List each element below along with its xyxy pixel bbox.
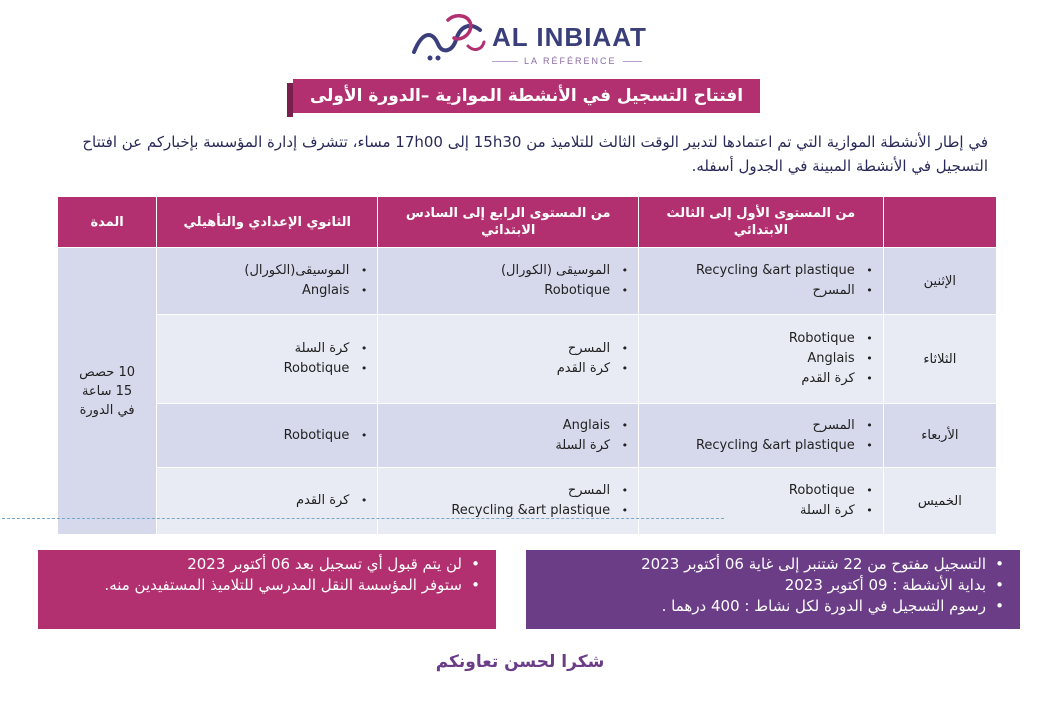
activity-item: • المسرح [384, 481, 610, 501]
header-duration: المدة [58, 197, 157, 248]
header-level-1-3: من المستوى الأول إلى الثالث الابتدائي [639, 197, 884, 248]
activity-item: • Anglais [645, 349, 855, 369]
table-row [58, 468, 997, 535]
logo-brand-text: AL INBIAAT [492, 22, 647, 52]
day-cell: الأربعاء [883, 404, 996, 468]
notes-box [38, 550, 496, 629]
activity-item: • الموسيقى (الكورال) [384, 261, 610, 281]
info-item-registration-period: • التسجيل مفتوح من 22 شتنبر إلى غاية 06 أكتوبر 2023 [534, 554, 986, 575]
activity-item: • Robotique [384, 281, 610, 301]
activities-cell [639, 468, 884, 535]
school-logo [408, 8, 648, 72]
registration-info-box [526, 550, 1020, 629]
activity-item: • كرة السلة [163, 339, 349, 359]
activities-cell [378, 248, 639, 315]
note-item-deadline: • لن يتم قبول أي تسجيل بعد 06 أكتوبر 2023 [46, 554, 462, 575]
activity-item: • Recycling &art plastique [384, 501, 610, 521]
activity-item: • المسرح [384, 339, 610, 359]
activity-item: • كرة القدم [645, 369, 855, 389]
table-row [58, 248, 997, 315]
activity-item: • Recycling &art plastique [645, 261, 855, 281]
activity-item: • المسرح [645, 281, 855, 301]
activities-cell [157, 248, 378, 315]
activity-item: • Robotique [645, 329, 855, 349]
header-day [883, 197, 996, 248]
info-item-start-date: • بداية الأنشطة : 09 أكتوبر 2023 [534, 575, 986, 596]
activity-item: • كرة القدم [384, 359, 610, 379]
intro-paragraph: في إطار الأنشطة الموازية التي تم اعتمادها لتدبير الوقت الثالث للتلاميذ من 15h30 إلى 17h00 مساء، تتشرف إدارة المؤسسة بإخباركم عن افتتاح التسجيل في الأنشطة المبينة في الجدول أسفله. [82, 133, 988, 175]
activities-cell [639, 404, 884, 468]
dashed-divider [2, 518, 724, 519]
activities-cell [378, 315, 639, 404]
activity-item: • كرة القدم [163, 491, 349, 511]
activities-cell [639, 315, 884, 404]
duration-sessions: 10 حصص [79, 364, 136, 380]
activities-cell [378, 468, 639, 535]
header-level-4-6: من المستوى الرابع إلى السادس الابتدائي [378, 197, 639, 248]
table-row [58, 315, 997, 404]
duration-period: في الدورة [79, 402, 135, 418]
activity-item: • Robotique [163, 426, 349, 446]
activities-cell [157, 468, 378, 535]
activity-item: • Anglais [384, 416, 610, 436]
activity-item: • المسرح [645, 416, 855, 436]
page-title: افتتاح التسجيل في الأنشطة الموازية –الدورة الأولى [293, 79, 760, 113]
activity-item: • Robotique [645, 481, 855, 501]
activities-table [57, 196, 997, 535]
activities-cell [639, 248, 884, 315]
info-item-fees: • رسوم التسجيل في الدورة لكل نشاط : 400 درهما . [534, 596, 986, 617]
thanks-message: شكرا لحسن تعاونكم [435, 652, 605, 672]
day-cell: الثلاثاء [883, 315, 996, 404]
activity-item: • Robotique [163, 359, 349, 379]
logo-calligraphy-icon [408, 12, 488, 64]
day-cell: الخميس [883, 468, 996, 535]
activities-cell [157, 404, 378, 468]
header-secondary: الثانوي الإعدادي والتأهيلي [157, 197, 378, 248]
duration-hours: 15 ساعة [81, 383, 133, 399]
note-item-transport: • ستوفر المؤسسة النقل المدرسي للتلاميذ المستفيدين منه. [46, 575, 462, 596]
activity-item: • الموسيقى(الكورال) [163, 261, 349, 281]
activity-item: • Anglais [163, 281, 349, 301]
activity-item: • كرة السلة [645, 501, 855, 521]
table-header-row [58, 197, 997, 248]
logo-tagline: LA RÉFÉRENCE [518, 56, 623, 66]
table-row [58, 404, 997, 468]
activity-item: • كرة السلة [384, 436, 610, 456]
activities-cell [157, 315, 378, 404]
activities-cell [378, 404, 639, 468]
day-cell: الإثنين [883, 248, 996, 315]
activity-item: • Recycling &art plastique [645, 436, 855, 456]
duration-cell [58, 248, 157, 535]
